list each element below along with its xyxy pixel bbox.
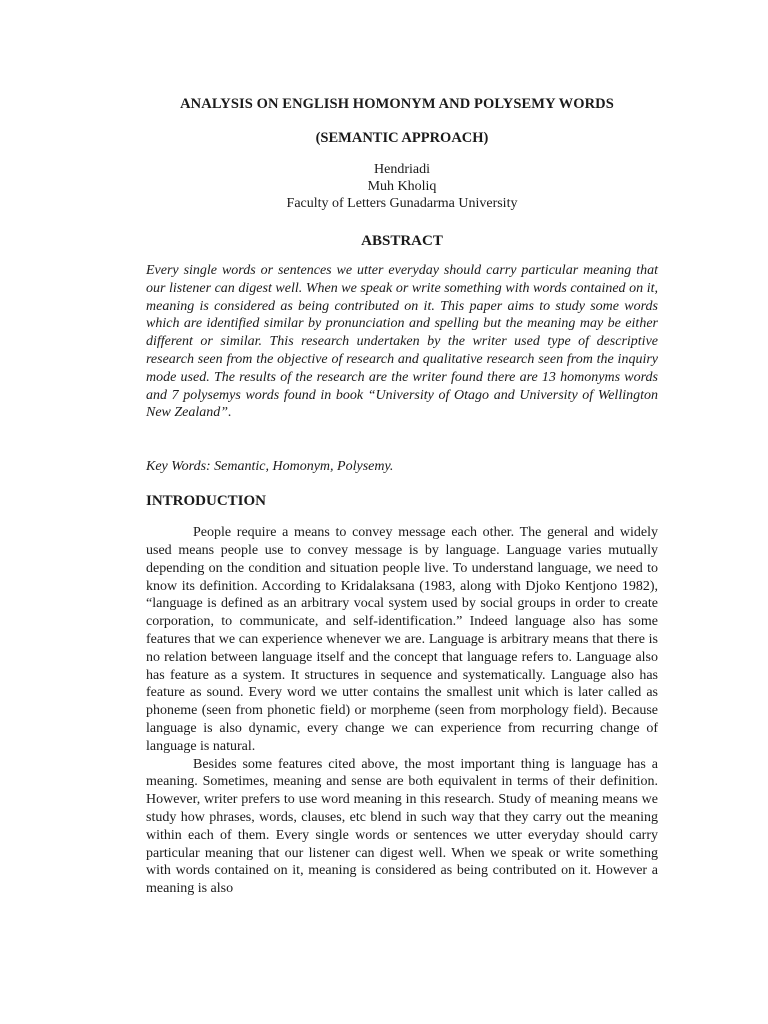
body-paragraph: People require a means to convey message each other. The general and widely used means people use to convey message is by language. Language varies mutually depending on the condition and situation people live. To understand language, we need to know its definition. According to Kridalaksana (1983, along with Djoko Kentjono 1982), “language is defined as an arbitrary vocal system used by social groups in order to create corporation, to communicate, and self-identification.” Indeed language also has some features that we can experience whenever we are. Language is arbitrary means that there is no relation between language itself and the concept that language refers to. Language also has feature as a system. It structures in sequence and systematically. Language also has feature as sound. Every word we utter contains the smallest unit which is later called as phoneme (seen from phonetic field) or morpheme (seen from morphology field). Because language is also dynamic, every change we can experience from recurring change of language is natural. [146, 525, 658, 754]
body-paragraph: Besides some features cited above, the most important thing is language has a meaning. Sometimes, meaning and sense are both equivalent in terms of their definition. However, writer prefers to use word meaning in this research. Study of meaning means we study how phrases, words, clauses, etc blend in such way that they carry out the meaning within each of them. Every single words or sentences we utter everyday should carry particular meaning that our listener can digest well. When we speak or write something with words contained on it, meaning is considered as being contributed on it. However a meaning is also [146, 756, 658, 897]
author-name: Muh Kholiq [367, 179, 437, 194]
author-block [146, 161, 658, 212]
paper-title: ANALYSIS ON ENGLISH HOMONYM AND POLYSEMY WORDS [180, 96, 614, 112]
abstract-text: Every single words or sentences we utter everyday should carry particular meaning that our listener can digest well. When we speak or write something with words contained on it, meaning is considered as being contributed on it. This paper aims to study some words which are identified similar by pronunciation and spelling but the meaning may be either different or similar. This research undertaken by the writer used type of descriptive research seen from the objective of research and qualitative research seen from the inquiry mode used. The results of the research are the writer found there are 13 homonyms words and 7 polysemys words found in book “University of Otago and University of Wellington New Zealand”. [146, 263, 658, 421]
author-name: Hendriadi [374, 162, 430, 177]
author-affiliation: Faculty of Letters Gunadarma University [286, 196, 518, 211]
keywords: Key Words: Semantic, Homonym, Polysemy. [146, 459, 394, 475]
paper-subtitle: (SEMANTIC APPROACH) [315, 130, 489, 146]
abstract-heading: ABSTRACT [361, 233, 443, 249]
section-heading-introduction: INTRODUCTION [146, 493, 267, 510]
